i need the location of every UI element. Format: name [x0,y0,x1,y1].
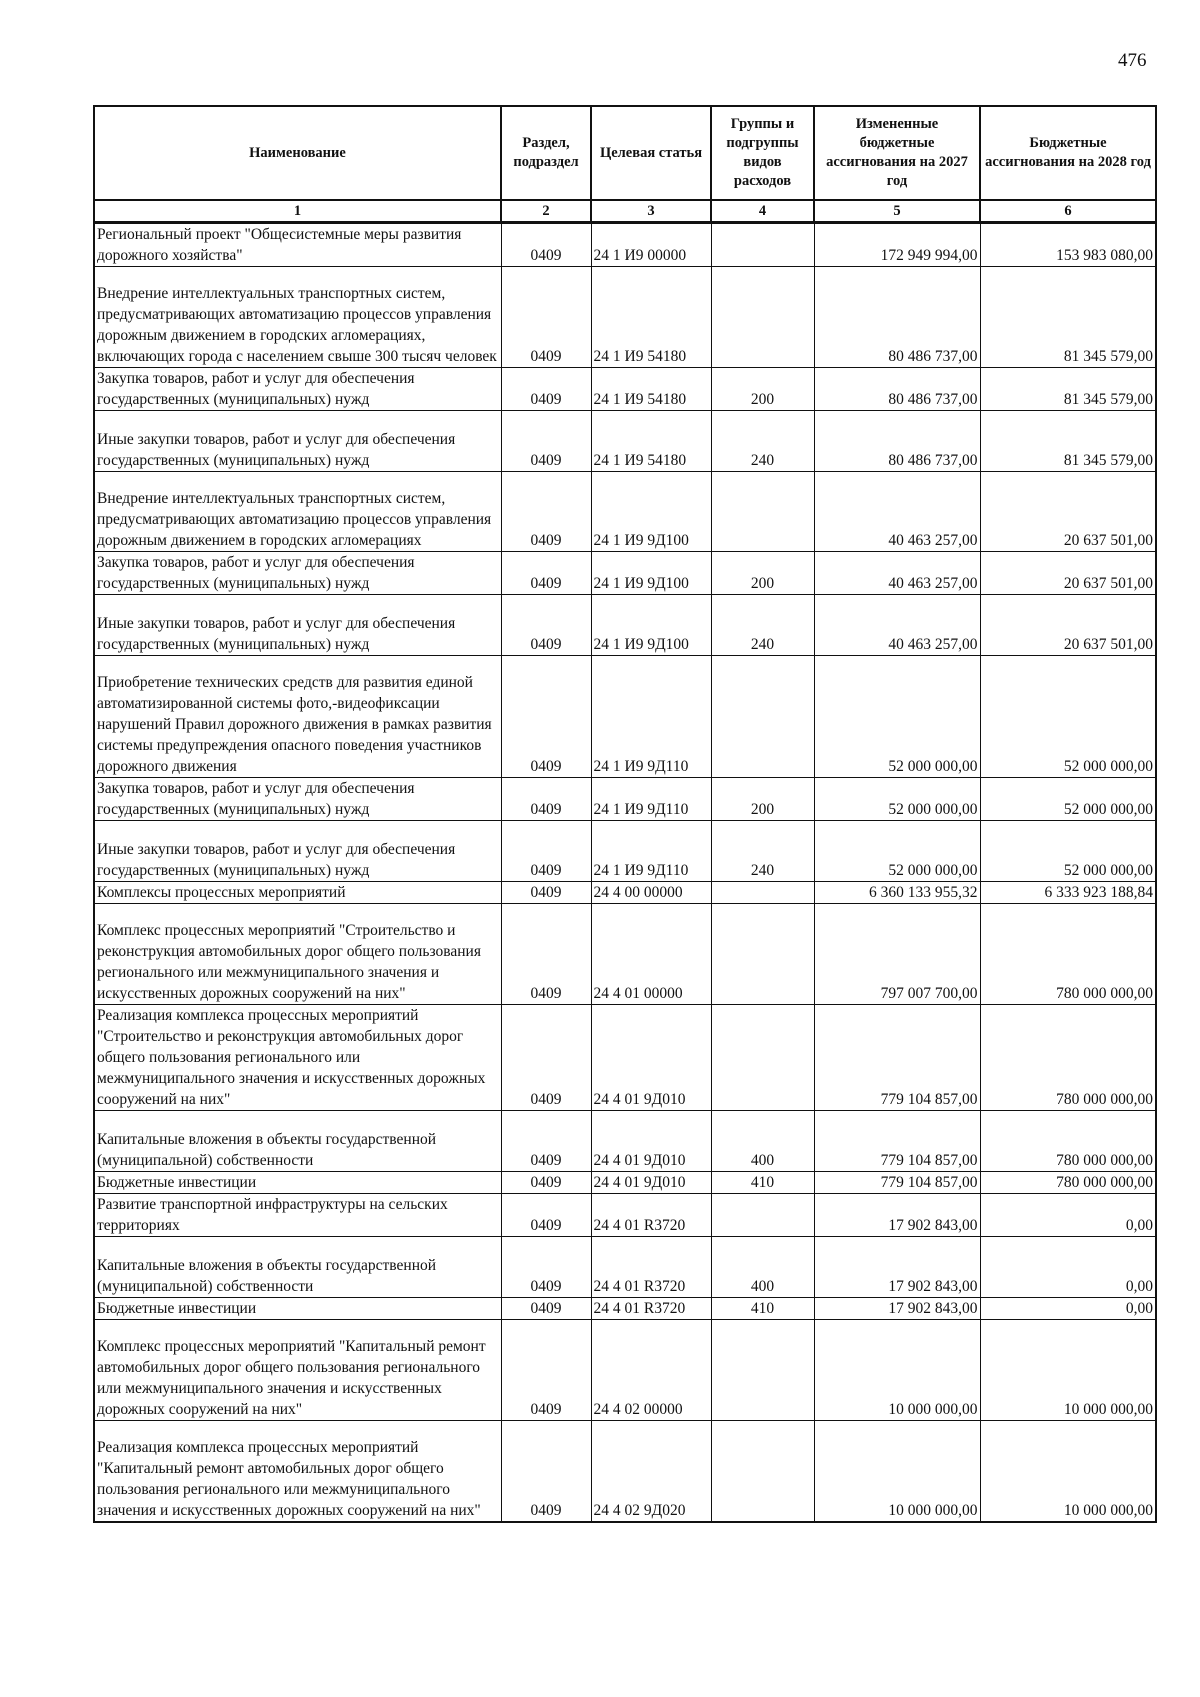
table-row [94,1172,1156,1194]
row-amount-2027: 40 463 257,00 [814,552,980,595]
row-section: 0409 [501,778,591,821]
row-group [711,1320,814,1421]
row-amount-2028: 780 000 000,00 [980,1005,1156,1111]
row-group [711,904,814,1005]
row-name: Иные закупки товаров, работ и услуг для обеспечения государственных (муниципальных) нужд [94,411,501,472]
table-row [94,368,1156,411]
row-section: 0409 [501,904,591,1005]
row-group: 240 [711,411,814,472]
row-amount-2027: 17 902 843,00 [814,1237,980,1298]
row-amount-2027: 52 000 000,00 [814,821,980,882]
row-name: Капитальные вложения в объекты государственной (муниципальной) собственности [94,1111,501,1172]
row-article: 24 4 00 00000 [591,882,711,904]
row-amount-2028: 20 637 501,00 [980,552,1156,595]
row-section: 0409 [501,1237,591,1298]
row-amount-2027: 80 486 737,00 [814,267,980,368]
row-amount-2028: 81 345 579,00 [980,267,1156,368]
row-article: 24 1 И9 00000 [591,223,711,267]
row-group: 240 [711,595,814,656]
row-article: 24 1 И9 54180 [591,368,711,411]
header-row [94,106,1156,200]
row-name: Региональный проект "Общесистемные меры развития дорожного хозяйства" [94,223,501,267]
row-section: 0409 [501,1298,591,1320]
row-amount-2028: 52 000 000,00 [980,656,1156,778]
row-group [711,1194,814,1237]
column-number: 3 [591,200,711,223]
row-article: 24 4 01 9Д010 [591,1005,711,1111]
row-section: 0409 [501,1111,591,1172]
row-amount-2027: 80 486 737,00 [814,368,980,411]
row-name: Бюджетные инвестиции [94,1172,501,1194]
row-article: 24 4 01 R3720 [591,1298,711,1320]
row-amount-2028: 20 637 501,00 [980,472,1156,552]
row-name: Развитие транспортной инфраструктуры на сельских территориях [94,1194,501,1237]
row-name: Внедрение интеллектуальных транспортных систем, предусматривающих автоматизацию процессов управления дорожным движением в городских агломерациях, включающих города с населением свыше 300 тысяч человек [94,267,501,368]
row-article: 24 1 И9 9Д110 [591,778,711,821]
row-section: 0409 [501,472,591,552]
header-amount-2028: Бюджетные ассигнования на 2028 год [980,106,1156,200]
row-group [711,472,814,552]
row-article: 24 4 02 00000 [591,1320,711,1421]
row-section: 0409 [501,1421,591,1522]
table-row [94,1421,1156,1522]
row-article: 24 1 И9 9Д100 [591,472,711,552]
row-amount-2027: 779 104 857,00 [814,1005,980,1111]
row-group [711,656,814,778]
row-name: Закупка товаров, работ и услуг для обеспечения государственных (муниципальных) нужд [94,368,501,411]
row-amount-2027: 779 104 857,00 [814,1172,980,1194]
row-name: Иные закупки товаров, работ и услуг для обеспечения государственных (муниципальных) нужд [94,821,501,882]
table-header [94,106,1156,223]
row-article: 24 1 И9 9Д110 [591,656,711,778]
header-amount-2027: Измененные бюджетные ассигнования на 2027 год [814,106,980,200]
row-group [711,223,814,267]
row-section: 0409 [501,821,591,882]
table-row [94,552,1156,595]
table-row [94,904,1156,1005]
row-group: 400 [711,1237,814,1298]
row-group: 200 [711,552,814,595]
row-article: 24 1 И9 9Д100 [591,552,711,595]
row-group: 200 [711,368,814,411]
header-article: Целевая статья [591,106,711,200]
row-amount-2027: 52 000 000,00 [814,778,980,821]
row-section: 0409 [501,656,591,778]
column-number: 2 [501,200,591,223]
row-article: 24 4 01 9Д010 [591,1111,711,1172]
row-name: Комплексы процессных мероприятий [94,882,501,904]
row-amount-2027: 17 902 843,00 [814,1298,980,1320]
row-group: 240 [711,821,814,882]
budget-table [93,105,1157,1523]
row-section: 0409 [501,552,591,595]
table-row [94,1111,1156,1172]
row-article: 24 4 01 00000 [591,904,711,1005]
table-row [94,821,1156,882]
row-section: 0409 [501,223,591,267]
row-amount-2028: 6 333 923 188,84 [980,882,1156,904]
row-name: Комплекс процессных мероприятий "Строительство и реконструкция автомобильных дорог общего пользования регионального или межмуниципального значения и искусственных дорожных сооружений на них" [94,904,501,1005]
table-row [94,882,1156,904]
row-amount-2028: 780 000 000,00 [980,1172,1156,1194]
row-name: Внедрение интеллектуальных транспортных систем, предусматривающих автоматизацию процессов управления дорожным движением в городских агломерациях [94,472,501,552]
row-amount-2028: 81 345 579,00 [980,411,1156,472]
row-amount-2027: 80 486 737,00 [814,411,980,472]
page-number: 476 [1118,50,1147,71]
row-article: 24 4 02 9Д020 [591,1421,711,1522]
row-article: 24 4 01 R3720 [591,1194,711,1237]
row-amount-2027: 797 007 700,00 [814,904,980,1005]
row-section: 0409 [501,595,591,656]
row-amount-2027: 52 000 000,00 [814,656,980,778]
row-article: 24 4 01 9Д010 [591,1172,711,1194]
row-amount-2028: 780 000 000,00 [980,1111,1156,1172]
row-section: 0409 [501,1194,591,1237]
row-amount-2027: 779 104 857,00 [814,1111,980,1172]
row-group [711,267,814,368]
row-amount-2028: 780 000 000,00 [980,904,1156,1005]
row-amount-2028: 10 000 000,00 [980,1320,1156,1421]
row-section: 0409 [501,1005,591,1111]
row-amount-2028: 20 637 501,00 [980,595,1156,656]
row-name: Капитальные вложения в объекты государственной (муниципальной) собственности [94,1237,501,1298]
row-article: 24 4 01 R3720 [591,1237,711,1298]
header-group: Группы и подгруппы видов расходов [711,106,814,200]
table-row [94,1320,1156,1421]
row-group [711,1421,814,1522]
row-group: 410 [711,1298,814,1320]
header-name: Наименование [94,106,501,200]
table-row [94,1005,1156,1111]
table-row [94,595,1156,656]
column-number: 4 [711,200,814,223]
table-body [94,223,1156,1522]
table-row [94,1194,1156,1237]
table-row [94,267,1156,368]
header-section: Раздел, подраздел [501,106,591,200]
row-name: Бюджетные инвестиции [94,1298,501,1320]
row-amount-2028: 52 000 000,00 [980,778,1156,821]
row-section: 0409 [501,267,591,368]
table-row [94,778,1156,821]
row-amount-2028: 153 983 080,00 [980,223,1156,267]
table-row [94,656,1156,778]
column-number-row [94,200,1156,223]
row-section: 0409 [501,411,591,472]
table-row [94,223,1156,267]
row-amount-2027: 10 000 000,00 [814,1421,980,1522]
row-amount-2027: 17 902 843,00 [814,1194,980,1237]
column-number: 1 [94,200,501,223]
row-section: 0409 [501,882,591,904]
table-row [94,1237,1156,1298]
table-row [94,472,1156,552]
row-section: 0409 [501,1320,591,1421]
row-name: Закупка товаров, работ и услуг для обеспечения государственных (муниципальных) нужд [94,552,501,595]
row-amount-2027: 6 360 133 955,32 [814,882,980,904]
row-name: Реализация комплекса процессных мероприятий "Капитальный ремонт автомобильных дорог общего пользования регионального или межмуниципального значения и искусственных дорожных сооружений на них" [94,1421,501,1522]
table-row [94,1298,1156,1320]
row-article: 24 1 И9 54180 [591,411,711,472]
row-article: 24 1 И9 9Д110 [591,821,711,882]
row-amount-2027: 40 463 257,00 [814,472,980,552]
row-group [711,882,814,904]
row-amount-2028: 0,00 [980,1237,1156,1298]
column-number: 5 [814,200,980,223]
row-name: Закупка товаров, работ и услуг для обеспечения государственных (муниципальных) нужд [94,778,501,821]
row-group: 400 [711,1111,814,1172]
row-amount-2028: 81 345 579,00 [980,368,1156,411]
row-name: Реализация комплекса процессных мероприятий "Строительство и реконструкция автомобильных дорог общего пользования регионального или межмуниципального значения и искусственных дорожных сооружений на них" [94,1005,501,1111]
row-section: 0409 [501,368,591,411]
row-amount-2027: 172 949 994,00 [814,223,980,267]
table-row [94,411,1156,472]
row-group: 200 [711,778,814,821]
row-amount-2028: 10 000 000,00 [980,1421,1156,1522]
column-number: 6 [980,200,1156,223]
row-group: 410 [711,1172,814,1194]
row-name: Комплекс процессных мероприятий "Капитальный ремонт автомобильных дорог общего пользования регионального или межмуниципального значения и искусственных дорожных сооружений на них" [94,1320,501,1421]
row-amount-2028: 0,00 [980,1298,1156,1320]
row-amount-2028: 52 000 000,00 [980,821,1156,882]
row-article: 24 1 И9 54180 [591,267,711,368]
row-amount-2027: 40 463 257,00 [814,595,980,656]
row-article: 24 1 И9 9Д100 [591,595,711,656]
row-amount-2028: 0,00 [980,1194,1156,1237]
row-group [711,1005,814,1111]
row-amount-2027: 10 000 000,00 [814,1320,980,1421]
row-name: Иные закупки товаров, работ и услуг для обеспечения государственных (муниципальных) нужд [94,595,501,656]
row-section: 0409 [501,1172,591,1194]
row-name: Приобретение технических средств для развития единой автоматизированной системы фото,-видеофиксации нарушений Правил дорожного движения в рамках развития системы предупреждения опасного поведения участников дорожного движения [94,656,501,778]
